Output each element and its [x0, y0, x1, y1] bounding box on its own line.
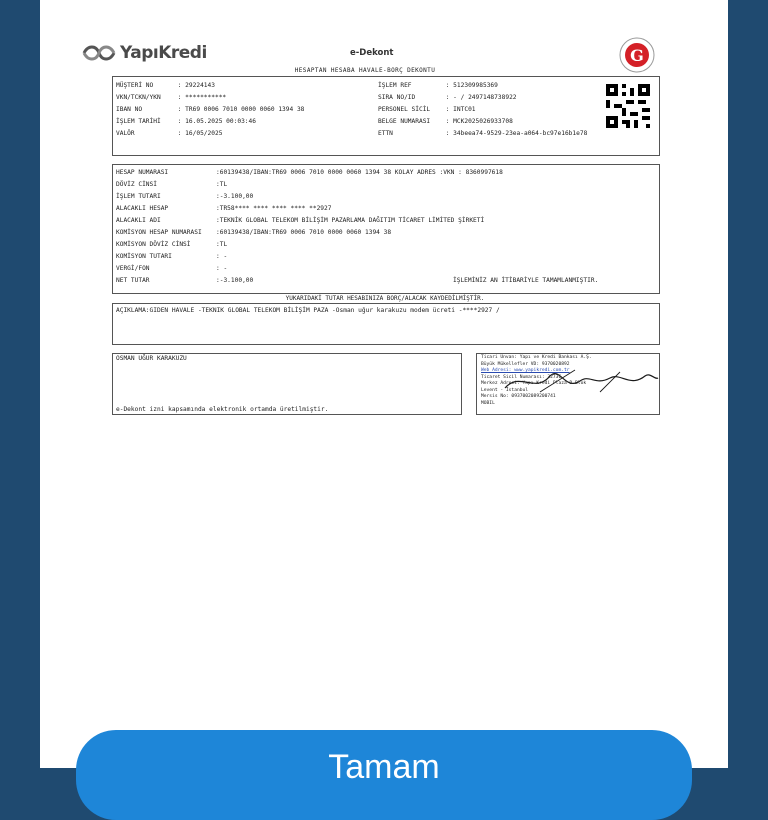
- document-title: e-Dekont: [350, 48, 394, 58]
- customer-name: OSMAN UĞUR KARAKUZU: [116, 355, 187, 362]
- customer-row: MÜŞTERİ NO : 29224143: [116, 82, 215, 89]
- customer-row: VKN/TCKN/YKN : ***********: [116, 94, 227, 101]
- brand-name: YapıKredi: [120, 43, 207, 63]
- detail-row: ALACAKLI HESAP :TR58**** **** **** **** **2927: [116, 205, 332, 212]
- transaction-row: ETTN : 34beea74-9529-23ea-a064-bc97e16b1e78: [378, 130, 588, 137]
- detail-row: ALACAKLI ADI :TEKNİK GLOBAL TELEKOM BİLİŞİM PAZARLAMA DAĞITIM TİCARET LİMİTED ŞİRKETİ: [116, 217, 485, 224]
- signature-image: [500, 366, 660, 396]
- detail-row: İŞLEM TUTARI :-3.100,00: [116, 193, 254, 200]
- document-subtitle: HESAPTAN HESABA HAVALE-BORÇ DEKONTU: [294, 67, 436, 74]
- detail-row: DÖVİZ CİNSİ :TL: [116, 181, 228, 188]
- detail-row: KOMİSYON TUTARI : -: [116, 253, 228, 260]
- description-text: AÇIKLAMA:GIDEN HAVALE -TEKNIK GLOBAL TELEKOM BİLİŞİM PAZA -Osman uğur karakuzu modem ücreti -****2927 /: [116, 307, 500, 314]
- transaction-row: BELGE NUMARASI : MCK2025026933708: [378, 118, 513, 125]
- detail-row: KOMİSYON HESAP NUMARASI :60139438/IBAN:TR69 0006 7010 0000 0060 1394 38: [116, 229, 392, 236]
- bank-info: Ticari Unvan: Yapı ve Kredi Bankası A.Ş. Büyük Mükellefler VD: 9370020892 Web Adresi: www.yapikredi.com.tr Ticaret Sicil Numarası: 32736 Merkez Adresi: Yapı Kredi Plaza D Blok Levent - İstanbul Mersis No: 0937002089200741 MOBIL: [481, 355, 592, 406]
- e-dekont-document: [70, 36, 660, 426]
- transaction-row: PERSONEL SİCİL : INTC01: [378, 106, 476, 113]
- yapikredi-logo: [82, 42, 207, 64]
- qr-code: [606, 84, 650, 128]
- transaction-row: SIRA NO/ID : - / 2497148738922: [378, 94, 517, 101]
- customer-row: İŞLEM TARİHİ : 16.05.2025 00:03:46: [116, 118, 256, 125]
- yapikredi-logo-icon: [82, 44, 116, 62]
- detail-row: KOMİSYON DÖVİZ CİNSİ :TL: [116, 241, 228, 248]
- transaction-row: İŞLEM REF : 512309985369: [378, 82, 498, 89]
- electronic-note: e-Dekont izni kapsamında elektronik ortamda üretilmiştir.: [116, 406, 329, 413]
- detail-row: NET TUTAR :-3.100,00: [116, 277, 254, 284]
- svg-text:G: G: [630, 46, 644, 65]
- debit-note: YUKARIDAKİ TUTAR HESABINIZA BORÇ/ALACAK KAYDEDİLMİŞTİR.: [285, 295, 485, 302]
- tamam-button[interactable]: Tamam: [76, 730, 692, 820]
- customer-row: IBAN NO : TR69 0006 7010 0000 0060 1394 38: [116, 106, 305, 113]
- customer-row: VALÖR : 16/05/2025: [116, 130, 223, 137]
- detail-row: HESAP NUMARASI :60139438/IBAN:TR69 0006 7010 0000 0060 1394 38 KOLAY ADRES :VKN : 8360997618: [116, 169, 503, 176]
- completion-note: İŞLEMİNİZ AN İTİBARİYLE TAMAMLANMIŞTIR.: [453, 277, 599, 284]
- detail-row: VERGİ/FON : -: [116, 265, 228, 272]
